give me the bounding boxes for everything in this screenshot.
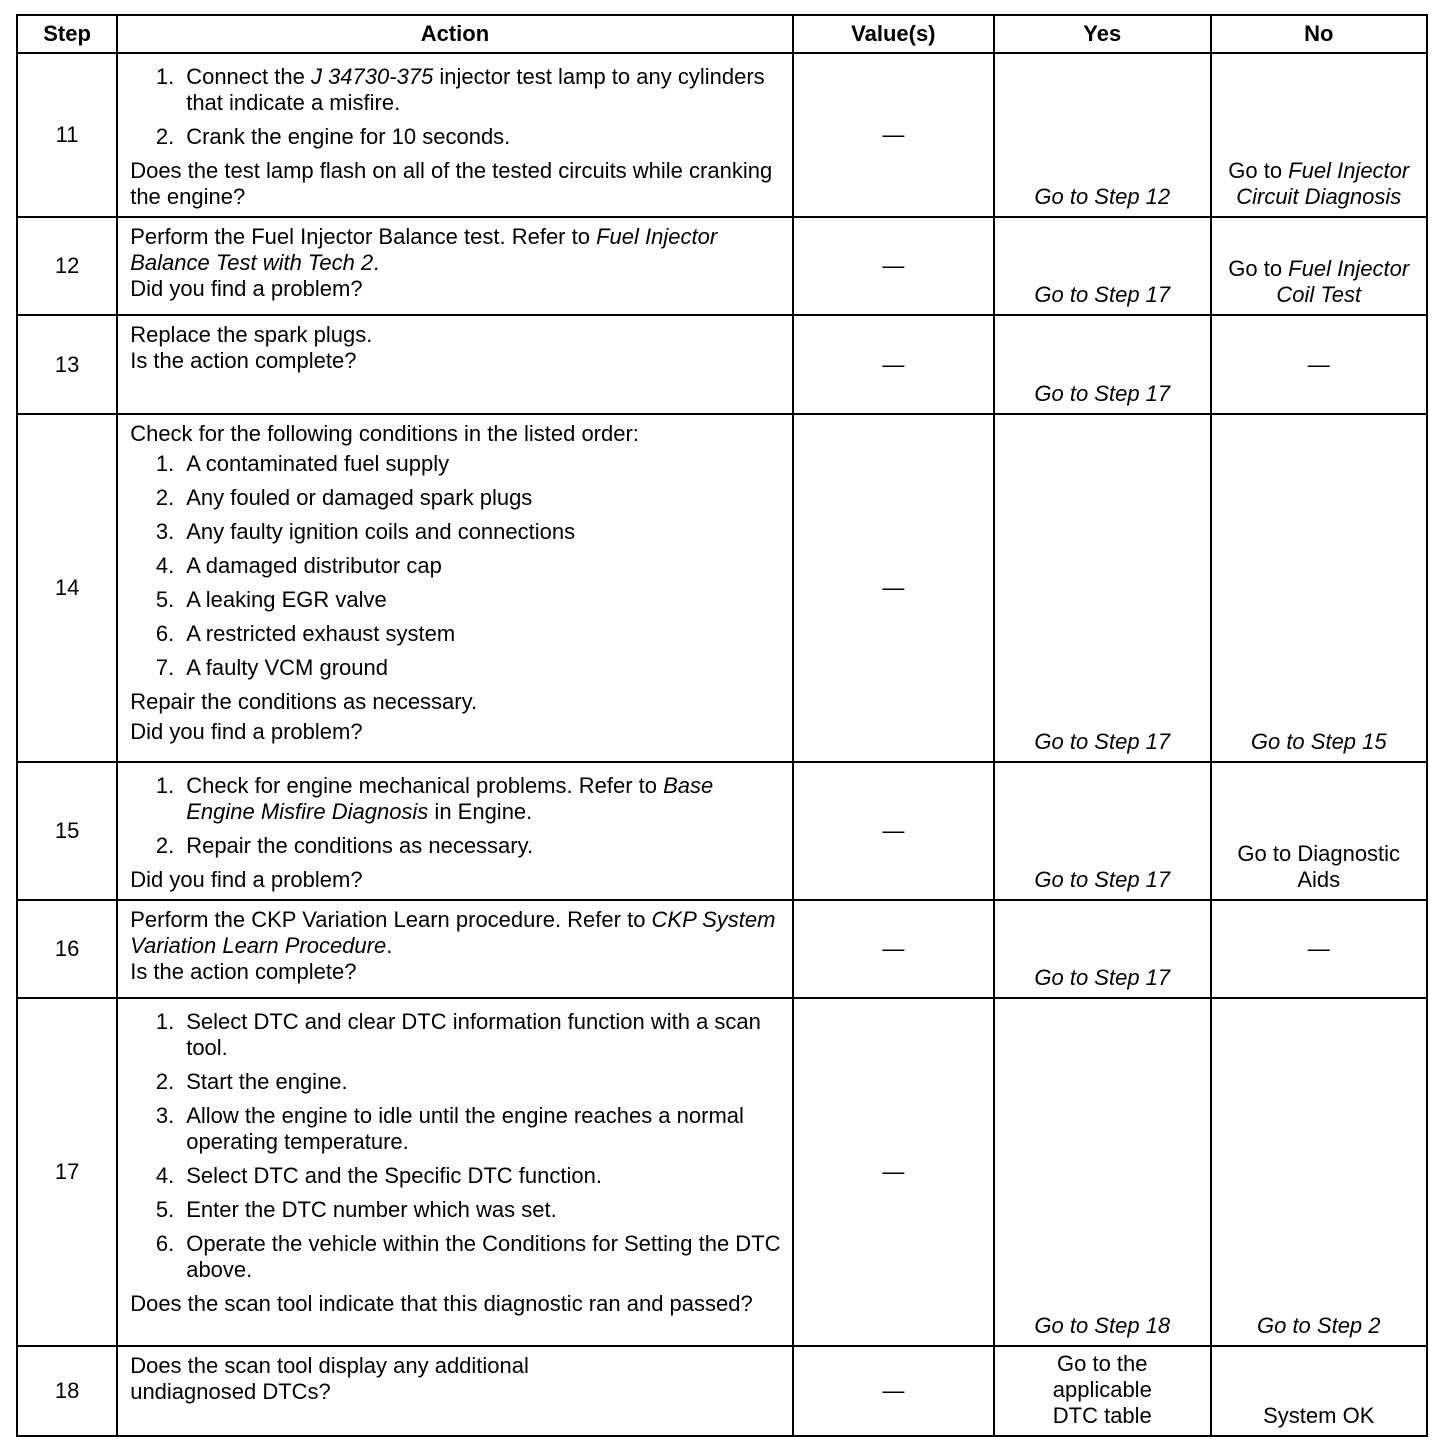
list-item: 1. Connect the J 34730-375 injector test lamp to any cylinders that indicate a misfire. xyxy=(155,64,765,115)
step-number: 13 xyxy=(17,315,117,414)
action-question: Did you find a problem? xyxy=(130,719,363,744)
list-item: 6. Operate the vehicle within the Conditions for Setting the DTC above. xyxy=(155,1231,781,1282)
action-question: Does the scan tool display any additional undiagnosed DTCs? xyxy=(130,1353,529,1404)
header-action: Action xyxy=(117,15,792,53)
value-cell: — xyxy=(793,315,994,414)
value-cell: — xyxy=(793,998,994,1346)
step-number: 11 xyxy=(17,53,117,217)
list-item: 1. Check for engine mechanical problems. Refer to Base Engine Misfire Diagnosis in Engine. xyxy=(155,773,714,824)
yes-cell: Go to Step 17 xyxy=(994,414,1210,762)
step-number: 15 xyxy=(17,762,117,900)
table-row xyxy=(17,53,1427,217)
list-item: 4. A damaged distributor cap xyxy=(155,553,442,578)
yes-cell: Go to Step 17 xyxy=(994,762,1210,900)
no-cell: Go to Step 15 xyxy=(1211,414,1428,762)
action-question: Is the action complete? xyxy=(130,348,357,373)
action-text: Perform the CKP Variation Learn procedure. Refer to CKP System Variation Learn Procedure. xyxy=(130,907,776,958)
action-text: Perform the Fuel Injector Balance test. Refer to Fuel Injector Balance Test with Tech 2. xyxy=(130,224,718,275)
no-cell: Go to Fuel Injector Circuit Diagnosis xyxy=(1211,53,1428,217)
value-cell: — xyxy=(793,762,994,900)
step-number: 16 xyxy=(17,900,117,998)
yes-cell: Go to the applicable DTC table xyxy=(994,1346,1210,1436)
list-item: 7. A faulty VCM ground xyxy=(155,655,388,680)
action-after: Repair the conditions as necessary. xyxy=(130,689,478,714)
list-item: 3. Allow the engine to idle until the engine reaches a normal operating temperature. xyxy=(155,1103,744,1154)
yes-cell: Go to Step 17 xyxy=(994,315,1210,414)
no-cell: Go to Step 2 xyxy=(1211,998,1428,1346)
value-cell: — xyxy=(793,53,994,217)
table-row xyxy=(17,998,1427,1346)
list-item: 2. Repair the conditions as necessary. xyxy=(155,833,534,858)
value-cell: — xyxy=(793,414,994,762)
yes-cell: Go to Step 17 xyxy=(994,900,1210,998)
action-question: Is the action complete? xyxy=(130,959,357,984)
step-number: 18 xyxy=(17,1346,117,1436)
yes-cell: Go to Step 12 xyxy=(994,53,1210,217)
list-item: 2. Any fouled or damaged spark plugs xyxy=(155,485,533,510)
action-cell xyxy=(117,762,792,900)
table-row xyxy=(17,315,1427,414)
step-number: 17 xyxy=(17,998,117,1346)
action-text: Replace the spark plugs. xyxy=(130,322,373,347)
header-no: No xyxy=(1211,15,1428,53)
action-cell xyxy=(117,1346,792,1436)
action-cell xyxy=(117,217,792,315)
table-row xyxy=(17,414,1427,762)
header-yes: Yes xyxy=(994,15,1210,53)
value-cell: — xyxy=(793,1346,994,1436)
action-question: Did you find a problem? xyxy=(130,276,363,301)
list-item: 2. Crank the engine for 10 seconds. xyxy=(155,124,511,149)
value-cell: — xyxy=(793,217,994,315)
no-cell: Go to Diagnostic Aids xyxy=(1211,762,1428,900)
table-row xyxy=(17,900,1427,998)
step-number: 12 xyxy=(17,217,117,315)
table-row xyxy=(17,1346,1427,1436)
no-cell: — xyxy=(1211,315,1428,414)
action-cell xyxy=(117,998,792,1346)
value-cell: — xyxy=(793,900,994,998)
action-cell xyxy=(117,53,792,217)
header-step: Step xyxy=(17,15,117,53)
action-question: Did you find a problem? xyxy=(130,867,363,892)
list-item: 5. Enter the DTC number which was set. xyxy=(155,1197,557,1222)
action-list xyxy=(130,451,783,681)
header-values: Value(s) xyxy=(793,15,994,53)
table-row xyxy=(17,762,1427,900)
no-cell: Go to Fuel Injector Coil Test xyxy=(1211,217,1428,315)
action-cell xyxy=(117,414,792,762)
action-list xyxy=(130,773,783,859)
diagnostic-table xyxy=(16,14,1428,1437)
list-item: 5. A leaking EGR valve xyxy=(155,587,387,612)
no-cell: — xyxy=(1211,900,1428,998)
action-question: Does the scan tool indicate that this diagnostic ran and passed? xyxy=(130,1291,753,1316)
step-number: 14 xyxy=(17,414,117,762)
list-item: 2. Start the engine. xyxy=(155,1069,348,1094)
list-item: 1. Select DTC and clear DTC information function with a scan tool. xyxy=(155,1009,761,1060)
action-cell xyxy=(117,315,792,414)
yes-cell: Go to Step 17 xyxy=(994,217,1210,315)
action-cell xyxy=(117,900,792,998)
yes-cell: Go to Step 18 xyxy=(994,998,1210,1346)
table-row xyxy=(17,217,1427,315)
action-question: Does the test lamp flash on all of the tested circuits while cranking the engine? xyxy=(130,158,773,209)
no-cell: System OK xyxy=(1211,1346,1428,1436)
action-intro: Check for the following conditions in the listed order: xyxy=(130,421,639,446)
action-list xyxy=(130,64,783,150)
list-item: 1. A contaminated fuel supply xyxy=(155,451,450,476)
header-row xyxy=(17,15,1427,53)
list-item: 6. A restricted exhaust system xyxy=(155,621,456,646)
list-item: 3. Any faulty ignition coils and connections xyxy=(155,519,576,544)
list-item: 4. Select DTC and the Specific DTC function. xyxy=(155,1163,602,1188)
action-list xyxy=(130,1009,783,1283)
